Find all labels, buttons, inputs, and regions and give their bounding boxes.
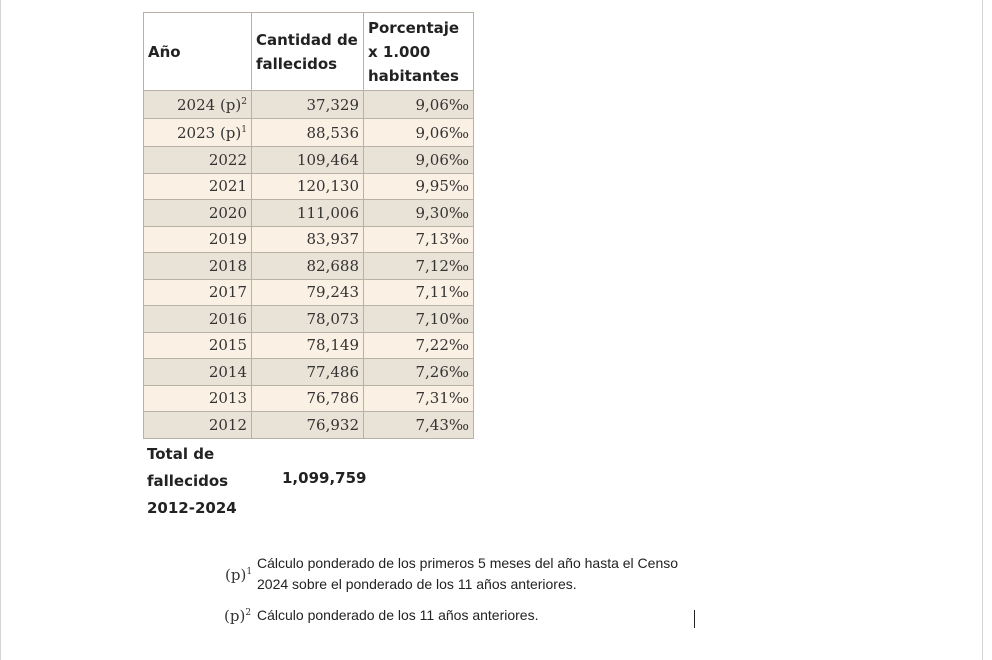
footnote-ref: 1 [241,124,247,135]
count-cell: 76,786 [252,385,364,412]
total-label: Total de fallecidos 2012-2024 [147,445,237,517]
percentage-cell: 7,22‰ [364,332,474,359]
count-cell: 37,329 [252,91,364,119]
year-cell: 2021 [144,173,252,200]
year-cell: 2018 [144,253,252,280]
footnote-ref: 2 [241,96,247,107]
year-cell: 2016 [144,306,252,333]
year-cell: 2023 $(p)^1$ [144,119,252,147]
header-year: Año [144,13,252,91]
deaths-table [143,12,474,439]
count-cell: 79,243 [252,279,364,306]
table-row [144,226,474,253]
count-cell: 109,464 [252,147,364,174]
table-row [144,91,474,119]
percentage-cell: 7,26‰ [364,359,474,386]
table-header-row [144,13,474,91]
table-row [144,359,474,386]
table-row [144,332,474,359]
count-cell: 120,130 [252,173,364,200]
percentage-cell: 7,43‰ [364,412,474,439]
table-row [144,253,474,280]
table-row [144,385,474,412]
table-row [144,200,474,227]
footnote-2-marker: $(p)^2$ [224,607,252,625]
count-cell: 83,937 [252,226,364,253]
count-cell: 78,149 [252,332,364,359]
count-cell: 88,536 [252,119,364,147]
footnote-2-text: Cálculo ponderado de los 11 años anteriores. [257,607,539,623]
header-count: Cantidad de fallecidos [252,13,364,91]
count-cell: 111,006 [252,200,364,227]
footnote-1-marker: $(p)^1$ [225,566,253,584]
table-row [144,412,474,439]
table-row [144,119,474,147]
percentage-cell: 7,31‰ [364,385,474,412]
count-cell: 82,688 [252,253,364,280]
count-cell: 77,486 [252,359,364,386]
percentage-cell: 7,10‰ [364,306,474,333]
year-cell: 2014 [144,359,252,386]
percentage-cell: 9,06‰ [364,119,474,147]
year-cell: 2013 [144,385,252,412]
percentage-cell: 7,13‰ [364,226,474,253]
year-cell: 2017 [144,279,252,306]
table-row [144,306,474,333]
year-cell: 2022 [144,147,252,174]
text-cursor[interactable] [694,610,695,628]
year-cell: 2019 [144,226,252,253]
year-cell: 2012 [144,412,252,439]
percentage-cell: 7,12‰ [364,253,474,280]
total-value: 1,099,759 [282,469,367,487]
table-row [144,147,474,174]
count-cell: 76,932 [252,412,364,439]
page-edge-right [982,0,983,660]
percentage-cell: 7,11‰ [364,279,474,306]
percentage-cell: 9,30‰ [364,200,474,227]
year-cell: 2020 [144,200,252,227]
percentage-cell: 9,06‰ [364,147,474,174]
header-percentage: Porcentaje x 1.000 habitantes [364,13,474,91]
year-cell: 2024 $(p)^2$ [144,91,252,119]
year-cell: 2015 [144,332,252,359]
percentage-cell: 9,95‰ [364,173,474,200]
table-row [144,173,474,200]
count-cell: 78,073 [252,306,364,333]
table-row [144,279,474,306]
footnote-1-text: Cálculo ponderado de los primeros 5 meses del año hasta el Censo 2024 sobre el ponderado de los 11 años anteriores. [257,555,679,592]
percentage-cell: 9,06‰ [364,91,474,119]
page-edge-left [0,0,1,660]
